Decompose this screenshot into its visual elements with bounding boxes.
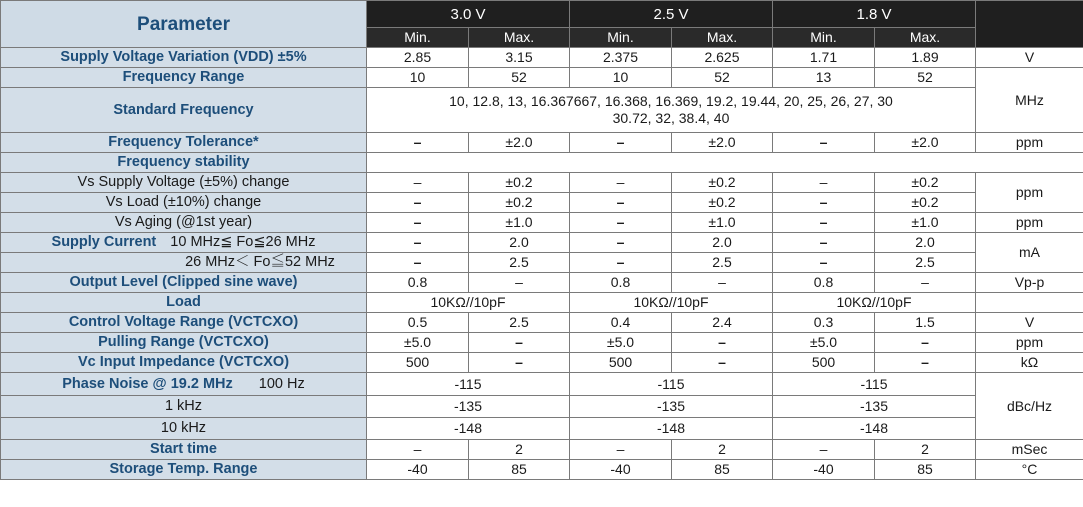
cell-value: 2.0 [875, 233, 976, 253]
cell-unit: ppm [976, 173, 1083, 213]
cell-value: 52 [672, 68, 773, 88]
cell-value: 85 [875, 460, 976, 480]
row-supply-current-2 [1, 253, 1083, 273]
row-label: Start time [1, 440, 367, 460]
max-header: Max. [875, 28, 976, 48]
cell-value: 2.85 [367, 48, 469, 68]
row-standard-frequency [1, 88, 1083, 133]
cell-value: -40 [367, 460, 469, 480]
row-sublabel: Vs Supply Voltage (±5%) change [1, 173, 367, 193]
cell-value: -135 [570, 396, 773, 418]
cell-unit: ppm [976, 333, 1083, 353]
cell-value: 2.5 [875, 253, 976, 273]
cell-value: – [875, 273, 976, 293]
cell-value: 2.5 [672, 253, 773, 273]
cell-value: ±0.2 [875, 173, 976, 193]
row-load [1, 293, 1083, 313]
cell-value: 52 [875, 68, 976, 88]
cell-value: ±5.0 [773, 333, 875, 353]
cell-value: ±5.0 [367, 333, 469, 353]
cell-value: 10KΩ//10pF [367, 293, 570, 313]
row-vs-supply-voltage [1, 173, 1083, 193]
header-row-voltage [1, 1, 1083, 28]
cell-value: – [367, 213, 469, 233]
standard-frequency-list [367, 88, 976, 133]
row-label: Pulling Range (VCTCXO) [1, 333, 367, 353]
unit-header [976, 1, 1083, 48]
cell-unit: kΩ [976, 353, 1083, 373]
row-storage-temp [1, 460, 1083, 480]
row-frequency-stability [1, 153, 1083, 173]
cell-value: -115 [570, 373, 773, 396]
cell-value: ±0.2 [672, 173, 773, 193]
cell-value: – [570, 193, 672, 213]
voltage-header-3v0: 3.0 V [367, 1, 570, 28]
cell-value: ±1.0 [875, 213, 976, 233]
cell-value: ±1.0 [469, 213, 570, 233]
row-label: Control Voltage Range (VCTCXO) [1, 313, 367, 333]
cell-value: – [469, 353, 570, 373]
cell-value: 10KΩ//10pF [773, 293, 976, 313]
row-sublabel: Vs Aging (@1st year) [1, 213, 367, 233]
cell-value: – [367, 440, 469, 460]
max-header: Max. [672, 28, 773, 48]
cell-value: 500 [367, 353, 469, 373]
cell-value: 10 [570, 68, 672, 88]
cell-value: – [367, 193, 469, 213]
cell-value: – [469, 333, 570, 353]
cell-value: -135 [367, 396, 570, 418]
cell-value: – [570, 440, 672, 460]
cell-value: ±5.0 [570, 333, 672, 353]
cell-value: -40 [773, 460, 875, 480]
row-control-voltage [1, 313, 1083, 333]
cell-unit: mSec [976, 440, 1083, 460]
supply-current-label [1, 233, 367, 253]
min-header: Min. [773, 28, 875, 48]
row-label: Frequency Range [1, 68, 367, 88]
cell-value: – [367, 233, 469, 253]
cell-unit: V [976, 313, 1083, 333]
cell-value: 10KΩ//10pF [570, 293, 773, 313]
cell-value: 1.89 [875, 48, 976, 68]
cell-value: 0.8 [773, 273, 875, 293]
cell-value: ±0.2 [875, 193, 976, 213]
cell-value: – [773, 253, 875, 273]
cell-value: 2.4 [672, 313, 773, 333]
row-label: Phase Noise @ 19.2 MHz [62, 375, 233, 392]
cell-value: 500 [773, 353, 875, 373]
cell-value: ±0.2 [469, 193, 570, 213]
row-vs-aging [1, 213, 1083, 233]
cell-value: 2.0 [469, 233, 570, 253]
cell-unit: MHz [976, 68, 1083, 133]
min-header: Min. [570, 28, 672, 48]
cell-value: 2.375 [570, 48, 672, 68]
cell-value: – [672, 353, 773, 373]
row-phase-noise-1 [1, 373, 1083, 396]
frequency-offset-label: 10 kHz [1, 418, 367, 440]
condition-label: 10 MHz≦ Fo≦26 MHz [170, 234, 316, 250]
cell-unit: ppm [976, 213, 1083, 233]
row-start-time [1, 440, 1083, 460]
cell-unit: V [976, 48, 1083, 68]
cell-value: 2.0 [672, 233, 773, 253]
cell-value: ±2.0 [672, 133, 773, 153]
cell-value: -148 [773, 418, 976, 440]
cell-unit: Vp-p [976, 273, 1083, 293]
cell-value: 85 [469, 460, 570, 480]
condition-label: 26 MHz＜ Fo≦52 MHz [1, 253, 367, 273]
cell-value: 2.5 [469, 313, 570, 333]
frequency-offset-label: 100 Hz [258, 375, 305, 392]
row-label: Frequency Tolerance* [1, 133, 367, 153]
cell-value: ±1.0 [672, 213, 773, 233]
cell-value: 2 [875, 440, 976, 460]
parameter-header: Parameter [1, 1, 367, 48]
voltage-header-2v5: 2.5 V [570, 1, 773, 28]
cell-value: – [469, 273, 570, 293]
cell-value: – [367, 133, 469, 153]
cell-value: 3.15 [469, 48, 570, 68]
cell-value: -40 [570, 460, 672, 480]
cell-value: – [570, 253, 672, 273]
cell-value: 0.4 [570, 313, 672, 333]
cell-value: ±2.0 [875, 133, 976, 153]
cell-value: 2.5 [469, 253, 570, 273]
cell-unit: ppm [976, 133, 1083, 153]
frequency-list-line-2: 30.72, 32, 38.4, 40 [612, 110, 730, 126]
frequency-list-line-1: 10, 12.8, 13, 16.367667, 16.368, 16.369, 19.2, 19.44, 20, 25, 26, 27, 30 [449, 93, 893, 109]
cell-value: – [570, 173, 672, 193]
cell-value: ±0.2 [672, 193, 773, 213]
row-frequency-range [1, 68, 1083, 88]
row-pulling-range [1, 333, 1083, 353]
cell-value: – [875, 333, 976, 353]
cell-value: – [773, 233, 875, 253]
voltage-header-1v8: 1.8 V [773, 1, 976, 28]
min-header: Min. [367, 28, 469, 48]
cell-value: -148 [367, 418, 570, 440]
row-sublabel: Vs Load (±10%) change [1, 193, 367, 213]
cell-value: -148 [570, 418, 773, 440]
cell-unit: dBc/Hz [976, 373, 1083, 440]
cell-value: 1.71 [773, 48, 875, 68]
cell-value: 0.8 [367, 273, 469, 293]
cell-value: – [570, 233, 672, 253]
row-label: Standard Frequency [1, 88, 367, 133]
cell-value: 0.3 [773, 313, 875, 333]
cell-value: 0.5 [367, 313, 469, 333]
cell-value: 500 [570, 353, 672, 373]
cell-value: – [773, 193, 875, 213]
cell-value: – [367, 253, 469, 273]
row-output-level [1, 273, 1083, 293]
row-supply-voltage [1, 48, 1083, 68]
cell-value: – [672, 273, 773, 293]
empty-cell [367, 153, 1083, 173]
cell-value: 13 [773, 68, 875, 88]
row-supply-current-1 [1, 233, 1083, 253]
empty-cell [976, 293, 1083, 313]
cell-value: – [773, 213, 875, 233]
cell-value: 10 [367, 68, 469, 88]
row-vs-load [1, 193, 1083, 213]
cell-value: – [875, 353, 976, 373]
row-label: Supply Voltage Variation (VDD) ±5% [1, 48, 367, 68]
row-frequency-tolerance [1, 133, 1083, 153]
cell-value: -115 [367, 373, 570, 396]
cell-value: – [773, 440, 875, 460]
row-phase-noise-2 [1, 396, 1083, 418]
cell-unit: mA [976, 233, 1083, 273]
cell-value: – [773, 173, 875, 193]
cell-value: 0.8 [570, 273, 672, 293]
phase-noise-label [1, 373, 367, 396]
row-label: Load [1, 293, 367, 313]
row-label: Frequency stability [1, 153, 367, 173]
cell-value: 52 [469, 68, 570, 88]
row-label: Storage Temp. Range [1, 460, 367, 480]
cell-value: 1.5 [875, 313, 976, 333]
cell-value: – [570, 213, 672, 233]
row-label: Output Level (Clipped sine wave) [1, 273, 367, 293]
row-vc-input-impedance [1, 353, 1083, 373]
row-label: Vc Input Impedance (VCTCXO) [1, 353, 367, 373]
cell-value: – [367, 173, 469, 193]
cell-value: 2.625 [672, 48, 773, 68]
cell-value: ±2.0 [469, 133, 570, 153]
cell-value: -135 [773, 396, 976, 418]
max-header: Max. [469, 28, 570, 48]
row-label: Supply Current [51, 234, 157, 250]
cell-value: – [773, 133, 875, 153]
cell-value: ±0.2 [469, 173, 570, 193]
cell-unit: °C [976, 460, 1083, 480]
cell-value: – [672, 333, 773, 353]
row-phase-noise-3 [1, 418, 1083, 440]
cell-value: 2 [469, 440, 570, 460]
cell-value: 85 [672, 460, 773, 480]
cell-value: -115 [773, 373, 976, 396]
cell-value: – [570, 133, 672, 153]
frequency-offset-label: 1 kHz [1, 396, 367, 418]
cell-value: 2 [672, 440, 773, 460]
